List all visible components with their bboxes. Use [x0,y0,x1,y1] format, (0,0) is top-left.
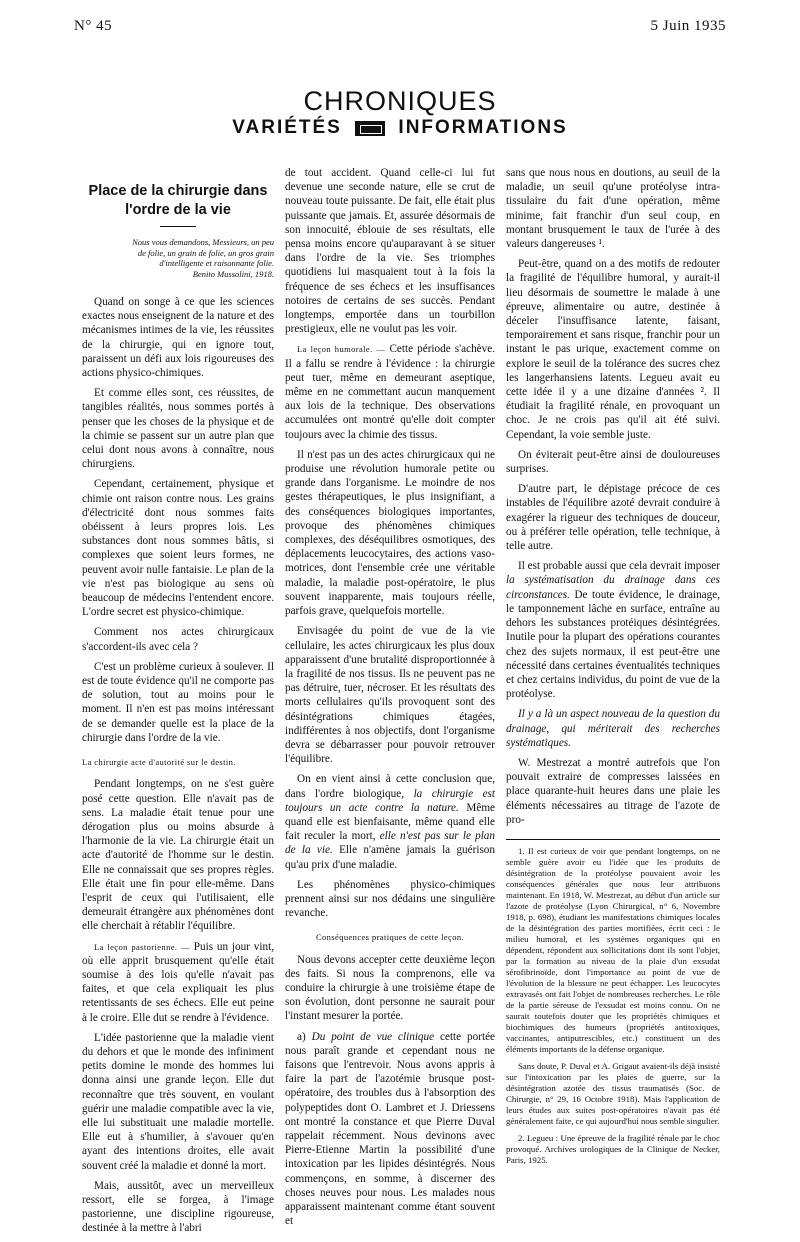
paragraph: C'est un problème curieux à soulever. Il est de toute évidence qu'il ne comporte pas de solution, tout au moins pour le moment. Il n'en est pas moins intéressant de se demander quelle est la place de la chirurgie dans l'ordre de la vie. [82,660,274,744]
paragraph: Quand on songe à ce que les sciences exactes nous enseignent de la nature et des mécanismes intimes de la vie, les réussites de la chirurgie, qui en ignore tout, paraissent un défi aux lois rigoureuses des actions physico-chimiques. [82,296,274,380]
title-divider [160,226,196,227]
issue-number: N° 45 [74,18,113,34]
masthead-right: INFORMATIONS [398,117,568,138]
paragraph: sans que nous nous en doutions, au seuil de la maladie, un seuil qu'une protéolyse intra-tissulaire du fait d'une opération, même minime, fait franchir d'un seul coup, en montant brusquement le taux de l'urée à des valeurs dangereuses ¹. [506,167,720,251]
column-2 [285,166,495,1234]
paragraph: Nous devons accepter cette deuxième leçon des faits. Si nous la comprenons, elle va conduire la chirurgie à une troisième étape de son évolution, dont personne ne saurait pour l'instant mesurer la portée. [285,953,495,1023]
article-title: Place de la chirurgie dans l'ordre de la vie [88,183,268,218]
paragraph [285,342,495,441]
paragraph [285,772,495,871]
paragraph: Comment nos actes chirurgicaux s'accordent-ils avec cela ? [82,626,274,653]
epigraph [122,237,274,279]
column-3 [506,166,720,1172]
section-heading: Conséquences pratiques de cette leçon. [315,932,465,943]
section-lead: La leçon pastorienne. — [94,941,190,952]
epigraph-author: Benito Mussolini, 1918. [192,268,274,279]
section-lead: La leçon humorale. — [297,344,386,355]
paragraph: de tout accident. Quand celle-ci lui fut devenue une seconde nature, elle se crut de nouveau toute puissante. De fait, elle était plus puissante que jamais. Et, assurée désormais de son innocuité, éblouie de ses résultats, elle pensa moins encore qu'auparavant à se situer dans l'ordre de la vie. Ses triomphes quotidiens lui masquaient tout à la fois la fréquence de ses échecs et les insuffisances notoires de certains de ses succès. Pendant longtemps, emportée dans un tourbillon prestigieux, elle ne voulut pas les voir. [285,167,495,336]
footnote-divider [506,839,720,840]
paragraph [506,707,720,750]
paragraph [285,1030,495,1229]
paragraph-text: De toute évidence, le drainage, le tamponnement lâche en surface, entraîne au dehors les substances protéiques désintégrées. Inutile pour la plupart des opérations courantes chez des sujets normaux, il est peut-être une nécessité dans certaines éventualités techniques et chez certains individus, du point de vue de la protéolyse. [506,588,720,701]
ornament-icon [355,121,385,136]
masthead-title: CHRONIQUES [303,86,497,116]
paragraph-text: Cette période s'achève. Il a fallu se rendre à l'évidence : la chirurgie peut tuer, même en demeurant aseptique, même en ne commettant aucun manquement aux lois de la technique. Des observations accumulées ont montré qu'elle doit compter toujours avec la chimie des tissus. [285,343,496,441]
footnote: 1. Il est curieux de voir que pendant longtemps, on ne semble guère avoir eu l'idée que les produits de désintégration de la protéolyse pouvaient avoir les conséquences générales que nous leur attribuons maintenant. En 1918, W. Mestrezat, au début d'un article sur l'azote de protéolyse (Lyon Chirurgical, n° 6, Novembre 1918, p. 698), étudiant les manifestations chimiques locales de la désintégration des parties mortifiées, écrit ceci : le milieu humoral, et les systèmes organiques qui en dépendent, répondent aux sollicitations dont ils sont l'objet, par la formation au niveau de la plaie d'un exsudat sérofibrinoïde, dont l'importance au point de vue de l'évolution de la blessure ne peut échapper. Les leucocytes extravasés ont fait l'objet de nombreuses recherches. Le rôle de la partie séreuse de l'exsudat est moins connu. On ne saurait toutefois douter que les propriétés chimiques et biochimiques des humeurs (propriétés antitoxiques, vaccinantes, antiputrescibles, etc.) constituent un des éléments importants de la défense organique. [506,845,720,1054]
paragraph: Il n'est pas un des actes chirurgicaux qui ne produise une révolution humorale petite ou grande dans l'organisme. Le moindre de nos gestes thérapeutiques, le plus insignifiant, a des conséquences biologiques importantes, provoque des phénomènes chimiques complexes, des déséquilibres osmotiques, des déplacements leucocytaires, des actions vaso-motrices, dont l'ensemble crée une véritable maladie, la maladie post-opératoire, le plus souvent inapparente, mais toujours réelle, parfois grave, quelquefois mortelle. [285,448,495,618]
paragraph: Peut-être, quand on a des motifs de redouter la fragilité de l'équilibre humoral, y aurait-il lieu désormais de soumettre le malade à une épreuve, alimentaire ou autre, destinée à déceler l'insuffisance latente, faisant, temporairement et sans risque, franchir pour un instant le pas urique, exactement comme on explore le seuil de la tolérance des sucres chez les langerhansiens latents. Legueu avait eu cette idée il y a une dizaine d'années ². Il étudiait la fragilité rénale, en provoquant un choc. Je ne crois pas qu'il ait été suivi. Cependant, la voie semble juste. [506,258,720,441]
emphasis: la chirurgie est toujours un acte contre la nature. [285,787,496,814]
emphasis: Du point de vue clinique [311,1030,435,1043]
emphasis: elle n'est pas sur le plan de la vie. [285,830,495,857]
paragraph-text: cette portée nous paraît grande et cependant nous ne faisons que l'entrevoir. Nous avons appris à faire la part de l'azotémie brusque post-opératoire, des troubles dus à l'absorption des polypeptides dont O. Lambret et J. Driessens ont montré la constance et que Pierre Duval rappelait récemment. Nous devinons avec Pierre-Etienne Martin la possibilité d'une intoxication par les lipides désintégrés. Nous commençons, en somme, à discerner des choses neuves pour nous. Les malades nous apparaissent maintenant comme étant souvent et [285,1030,495,1228]
column-1 [82,166,274,1242]
paragraph-text: Il est probable aussi que cela devrait imposer [518,560,720,573]
masthead-left: VARIÉTÉS [232,117,342,138]
masthead-subtitle [0,117,800,139]
section-heading: La chirurgie acte d'autorité sur le destin. [82,757,236,768]
paragraph: D'autre part, le dépistage précoce de ces instables de l'équilibre azoté devrait conduire à exagérer la rigueur des techniques de douceur, ou à préférer telle opération, telle technique, à telle autre. [506,483,720,553]
paragraph [82,940,274,1025]
footnote: 2. Legueu : Une épreuve de la fragilité rénale par le choc provoqué. Archives urologiques de la Clinique de Necker, Paris, 1925. [506,1132,720,1165]
paragraph [506,559,720,701]
emphasis: Il y a là un aspect nouveau de la question du drainage, qui mériterait des recherches systématiques. [506,708,720,749]
paragraph: L'idée pastorienne que la maladie vient du dehors et que le monde des infiniment petits domine le monde des hommes lui donna ainsi une grande leçon. Elle dut reconnaître que très souvent, en voulant guérir une maladie compatible avec la vie, elle lui substituait une maladie mortelle. Elle eut à s'humilier, à s'avouer qu'en ayant des intentions droites, elle avait souvent créé la maladie et donné la mort. [82,1031,274,1172]
paragraph: Pendant longtemps, on ne s'est guère posé cette question. Elle n'avait pas de sens. La maladie était tenue pour une dérogation plus ou moins absurde à l'harmonie de la vie. La chirurgie était un acte d'autorité de l'homme sur le destin. Elle ne connaissait que ses propres règles. Elle était une fin pour elle-même. Dans l'esprit de ceux qui l'utilisaient, elle demeurait étrangère aux phénomènes dont elle cherchait à rétablir l'équilibre. [82,778,274,933]
paragraph-text: a) [297,1030,306,1043]
paragraph-text: Puis un jour vint, où elle apprit brusquement qu'elle était soumise à des lois qu'elle n'avait pas faites, et que cela expliquait les plus retentissants de ses échecs. Elle eut peine à le croire. Elle dut se rendre à l'évidence. [82,940,274,1024]
paragraph-text: Elle n'amène jamais la guérison qu'au prix d'une maladie. [285,844,495,871]
paragraph-text: On en vient ainsi à cette conclusion que, dans l'ordre biologique, [285,773,495,800]
paragraph: Les phénomènes physico-chimiques prennent ainsi sur nos dédains une singulière revanche. [285,878,495,920]
paragraph: On éviterait peut-être ainsi de douloureuses surprises. [506,448,720,476]
paragraph: Envisagée du point de vue de la vie cellulaire, les actes chirurgicaux les plus doux apparaissent d'une brutalité disproportionnée à la fragilité de nos tissus. Ils ne peuvent pas ne pas détruire, tuer, nécroser. Et les résultats des morts cellulaires qu'ils provoquent sont des désintégrations chimiques étagées, indifférentes à nos objectifs, dont l'organisme devra se débarrasser pour pouvoir retrouver l'équilibre. [285,625,495,766]
epigraph-text: Nous vous demandons, Messieurs, un peu de folie, un grain de folie, un gros grain d'intelligente et raisonnante folie. [132,237,274,268]
paragraph: Et comme elles sont, ces réussites, de tangibles réalités, nous sommes portés à penser que les choses de la physique et de la chimie se passent sur un autre plan que celui dont nous avons à connaître, nous chirurgiens. [82,387,274,471]
footnote: Sans doute, P. Duval et A. Grigaut avaient-ils déjà insisté sur l'intoxication par les plaies de guerre, sur la désintégration azotée des tissus traumatisés (Soc. de Chirurgie, n° 29, 16 Octobre 1918). Mais l'application de leurs études aux suites post-opératoires n'avait pas été généralement faite, ce qui aujourd'hui nous semble singulier. [506,1060,720,1126]
paragraph-text: Même quand elle est bienfaisante, même quand elle fait reculer la mort, [285,801,496,843]
paragraph: W. Mestrezat a montré autrefois que l'on pouvait extraire de compresses laissées en place quarante-huit heures dans une plaie les éléments nécessaires au titrage de l'azote de pro- [506,756,720,826]
paragraph: Cependant, certainement, physique et chimie ont raison contre nous. Les grains d'électricité dont nous sommes faits obéissent à leurs propres lois. Les substances dont nous sommes bâtis, si complexes que soient leurs formes, ne peuvent avoir nulle fantaisie. Le plan de la vie n'est pas biologique au sens où beaucoup de médecins l'entendent encore. L'ordre secret est physico-chimique. [82,478,274,619]
publication-date: 5 Juin 1935 [650,18,726,34]
emphasis: la systématisation du drainage dans ces circonstances. [506,574,720,601]
paragraph: Mais, aussitôt, avec un merveilleux ressort, elle se forgea, à l'image pastorienne, une discipline rigoureuse, destinée à la mettre à l'abri [82,1179,274,1235]
